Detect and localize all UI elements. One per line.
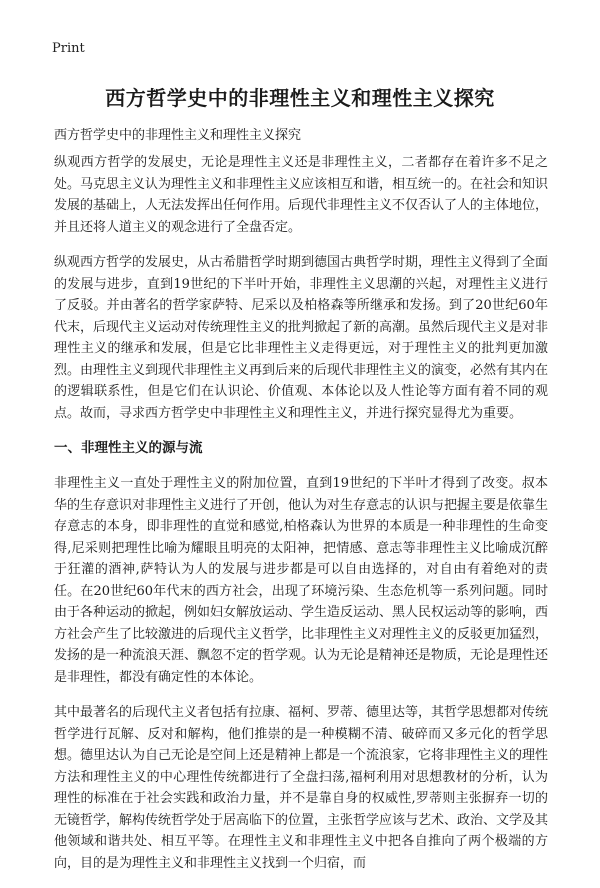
print-label[interactable]: Print bbox=[52, 41, 85, 56]
document-title: 西方哲学史中的非理性主义和理性主义探究 bbox=[105, 86, 495, 110]
document-subtitle: 西方哲学史中的非理性主义和理性主义探究 bbox=[54, 128, 302, 143]
paragraph: 纵观西方哲学的发展史，无论是理性主义还是非理性主义，二者都存在着许多不足之处。马克思主义认为理性主义和非理性主义应该相互和谐，相互统一的。在社会和知识发展的基础上，人无法发挥出任何作用。后现代非理性主义不仅否认了人的主体地位，并且还将人道主义的观念进行了全盘否定。 bbox=[54, 155, 549, 235]
document-body bbox=[54, 152, 548, 888]
section-heading: 一、非理性主义的源与流 bbox=[54, 440, 203, 456]
paragraph: 非理性主义一直处于理性主义的附加位置，直到19世纪的下半叶才得到了改变。叔本华的生存意识对非理性主义进行了开创，他认为对生存意志的认识与把握主要是依靠生存意志的本身，即非理性的直觉和感觉,柏格森认为世界的本质是一种非理性的生命变得,尼采则把理性比喻为耀眼且明亮的太阳神，把情感、意志等非理性主义比喻成沉醉于狂灌的酒神,萨特认为人的发展与进步都是可以自由选择的，对自由有着绝对的责任。在20世纪60年代末的西方社会，出现了环境污染、生态危机等一系列问题。同时由于各种运动的掀起，例如妇女解放运动、学生造反运动、黑人民权运动等的影响，西方社会产生了比较激进的后现代主义哲学，比非理性主义对理性主义的反驳更加猛烈，发扬的是一种流浪天涯、飘忽不定的哲学观。认为无论是精神还是物质，无论是理性还是非理性，都没有确定性的本体论。 bbox=[54, 476, 549, 685]
paragraph: 纵观西方哲学的发展史，从古希腊哲学时期到德国古典哲学时期，理性主义得到了全面的发展与进步，直到19世纪的下半叶开始，非理性主义思潮的兴起，对理性主义进行了反驳。并由著名的哲学家萨特、尼采以及柏格森等所继承和发扬。到了20世纪60年代末，后现代主义运动对传统理性主义的批判掀起了新的高潮。虽然后现代主义是对非理性主义的继承和发展，但是它比非理性主义走得更远，对于理性主义的批判更加激烈。由理性主义到现代非理性主义再到后来的后现代非理性主义的演变，必然有其内在的逻辑联系性，但是它们在认识论、价值观、本体论以及人性论等方面有着不同的观点。故而，寻求西方哲学史中非理性主义和理性主义，并进行探究显得尤为重要。 bbox=[54, 255, 549, 421]
paragraph: 其中最著名的后现代主义者包括有拉康、福柯、罗蒂、德里达等，其哲学思想都对传统哲学进行瓦解、反对和解构，他们推崇的是一种模糊不清、破碎而又多元化的哲学思想。德里达认为自己无论是空间上还是精神上都是一个流浪家，它将非理性主义的理性方法和理性主义的中心理性传统都进行了全盘扫荡,福柯利用对思想教材的分析，认为理性的标准在于社会实践和政治力量，并不是靠自身的权威性,罗蒂则主张摒弃一切的无镜哲学，解构传统哲学处于居高临下的位置，主张哲学应该与艺术、政治、文学及其他领域和谐共处、相互平等。在理性主义和非理性主义中把各自推向了两个极端的方向，目的是为理性主义和非理性主义找到一个归宿，而 bbox=[54, 705, 549, 871]
